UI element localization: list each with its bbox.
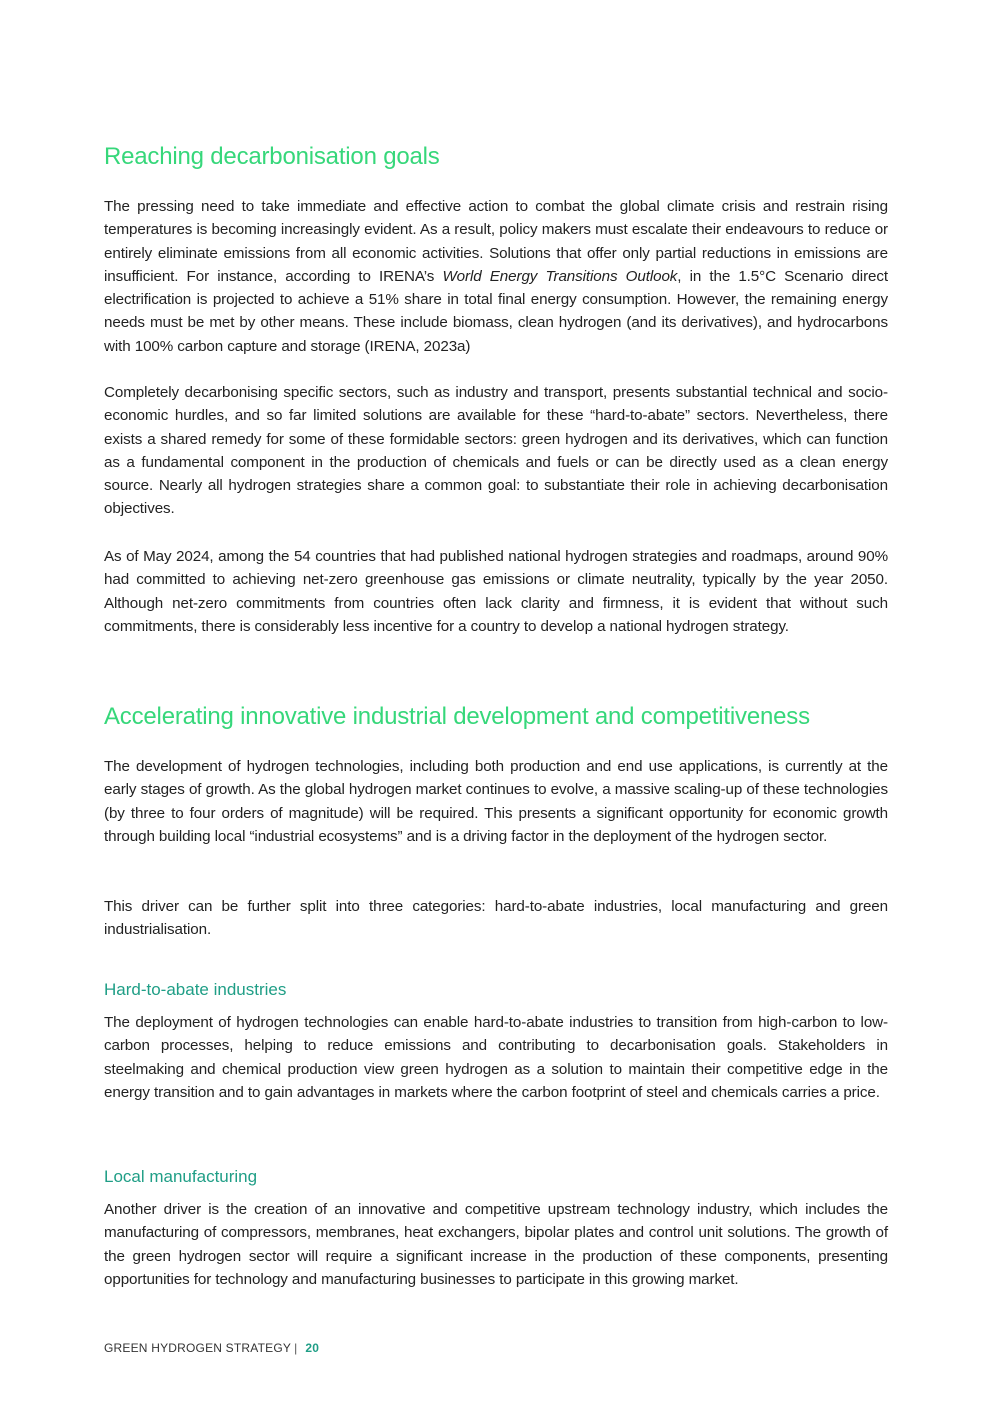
- subsection-title-hard-to-abate: Hard-to-abate industries: [104, 980, 287, 999]
- footer-label: GREEN HYDROGEN STRATEGY: [104, 1341, 292, 1355]
- paragraph-decarbonisation-2: Completely decarbonising specific sectors, such as industry and transport, presents substantial technical and socio-economic hurdles, and so far limited solutions are available for these “hard-to-abate” sectors. Nevertheless, there exists a shared remedy for some of these formidable sectors: green hydrogen and its derivatives, which can function as a fundamental component in the production of chemicals and fuels or can be directly used as a clean energy source. Nearly all hydrogen strategies share a common goal: to substantiate their role in achieving decarbonisation objectives.: [104, 384, 888, 518]
- section-title-industrial: Accelerating innovative industrial development and competitiveness: [104, 703, 810, 730]
- paragraph-text: The pressing need to take immediate and effective action to combat the global climate crisis and restrain rising temperatures is becoming increasingly evident. As a result, policy makers must escalate their endeavours to reduce or entirely eliminate emissions from all economic activities. Solutions that offer only partial reductions in emissions are insufficient. For instance, according to IRENA’s: [104, 198, 888, 285]
- paragraph-text: , in the 1.5°C Scenario direct electrification is projected to achieve a 51% share in total final energy consumption. However, the remaining energy needs must be met by other means. These include biomass, clean hydrogen (and its derivatives), and hydrocarbons with 100% carbon capture and storage (IRENA, 2023a): [104, 267, 888, 355]
- paragraph-decarbonisation-1: [104, 195, 888, 358]
- report-title-italic: World Energy Transitions Outlook: [442, 267, 678, 285]
- footer-separator: |: [294, 1341, 298, 1355]
- page-number: 20: [305, 1341, 320, 1355]
- paragraph-hard-to-abate: The deployment of hydrogen technologies can enable hard-to-abate industries to transition from high-carbon to low-carbon processes, helping to reduce emissions and contributing to decarbonisation goals. Stakeholders in steelmaking and chemical production view green hydrogen as a solution to maintain their competitive edge in the energy transition and to gain advantages in markets where the carbon footprint of steel and chemicals carries a price.: [104, 1014, 888, 1101]
- section-title-decarbonisation: Reaching decarbonisation goals: [104, 143, 440, 170]
- paragraph-local-manufacturing: Another driver is the creation of an innovative and competitive upstream technology industry, which includes the manufacturing of compressors, membranes, heat exchangers, bipolar plates and control unit solutions. The growth of the green hydrogen sector will require a significant increase in the production of these components, presenting opportunities for technology and manufacturing businesses to participate in this growing market.: [104, 1201, 888, 1288]
- page-footer: [104, 1341, 319, 1355]
- paragraph-industrial-2: This driver can be further split into three categories: hard-to-abate industries, local manufacturing and green industrialisation.: [104, 898, 888, 939]
- subsection-title-local-manufacturing: Local manufacturing: [104, 1167, 258, 1186]
- paragraph-industrial-1: The development of hydrogen technologies, including both production and end use applications, is currently at the early stages of growth. As the global hydrogen market continues to evolve, a massive scaling-up of these technologies (by three to four orders of magnitude) will be required. This presents a significant opportunity for economic growth through building local “industrial ecosystems” and is a driving factor in the deployment of the hydrogen sector.: [104, 758, 888, 845]
- paragraph-decarbonisation-3: As of May 2024, among the 54 countries that had published national hydrogen strategies and roadmaps, around 90% had committed to achieving net-zero greenhouse gas emissions or climate neutrality, typically by the year 2050. Although net-zero commitments from countries often lack clarity and firmness, it is evident that without such commitments, there is considerably less incentive for a country to develop a national hydrogen strategy.: [104, 548, 888, 635]
